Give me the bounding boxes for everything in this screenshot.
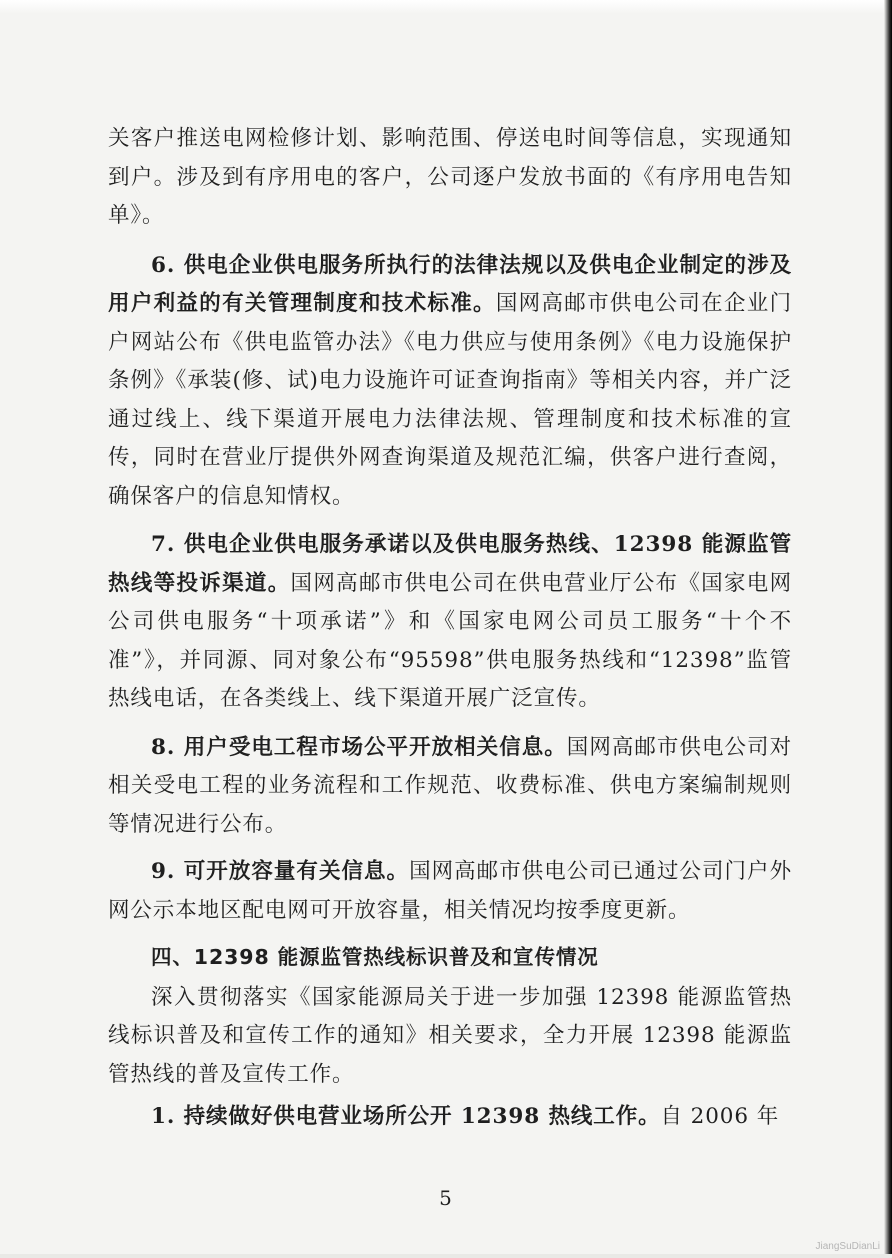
scan-right-edge [884, 0, 892, 1258]
paragraph-item-1 [108, 1098, 792, 1137]
paragraph-continuation [108, 120, 792, 236]
paragraph-text: 国网高邮市供电公司对相关受电工程的业务流程和工作规范、收费标准、供电方案编制规则等情况进行公布。 [108, 734, 792, 837]
paragraph-item-8 [108, 729, 792, 845]
paragraph-lead: 9. 可开放容量有关信息。 [151, 859, 410, 884]
paragraph-lead: 1. 持续做好供电营业场所公开 12398 热线工作。 [151, 1104, 661, 1129]
paragraph-text: 关客户推送电网检修计划、影响范围、停送电时间等信息，实现通知到户。涉及到有序用电的客户，公司逐户发放书面的《有序用电告知单》。 [108, 126, 792, 228]
paragraph-text: 国网高邮市供电公司已通过公司门户外网公示本地区配电网可开放容量，相关情况均按季度更新。 [108, 859, 792, 923]
scan-bottom-edge [0, 1254, 892, 1258]
paragraph-lead: 6. 供电企业供电服务所执行的法律法规以及供电企业制定的涉及用户利益的有关管理制度和技术标准。 [108, 252, 792, 316]
paragraph-lead: 7. 供电企业供电服务承诺以及供电服务热线、12398 能源监管热线等投诉渠道。 [108, 532, 792, 596]
paragraph-item-7 [108, 526, 792, 719]
paragraph-item-9 [108, 853, 792, 930]
section-intro: 深入贯彻落实《国家能源局关于进一步加强 12398 能源监管热线标识普及和宣传工作的通知》相关要求，全力开展 12398 能源监管热线的普及宣传工作。 [108, 984, 792, 1087]
scan-top-edge [0, 0, 892, 14]
paragraph-text: 国网高邮市供电公司在企业门户网站公布《供电监管办法》《电力供应与使用条例》《电力设施保护条例》《承装(修、试)电力设施许可证查询指南》等相关内容，并广泛通过线上、线下渠道开展电力法律法规、管理制度和技术标准的宣传，同时在营业厅提供外网查询渠道及规范汇编，供客户进行查阅，确保客户的信息知情权。 [108, 291, 792, 509]
watermark: JiangSuDianLi [815, 1241, 880, 1252]
document-body [108, 120, 792, 1149]
page-number: 5 [439, 1186, 453, 1210]
paragraph-item-6 [108, 247, 792, 517]
paragraph-lead: 8. 用户受电工程市场公平开放相关信息。 [151, 734, 567, 760]
section-heading: 四、12398 能源监管热线标识普及和宣传情况 [151, 945, 599, 969]
paragraph-text: 国网高邮市供电公司在供电营业厅公布《国家电网公司供电服务“十项承诺”》和《国家电网公司员工服务“十个不准”》，并同源、同对象公布“95598”供电服务热线和“12398”监管热线电话，在各类线上、线下渠道开展广泛宣传。 [108, 570, 792, 711]
paragraph-text: 自 2006 年 [660, 1104, 780, 1129]
